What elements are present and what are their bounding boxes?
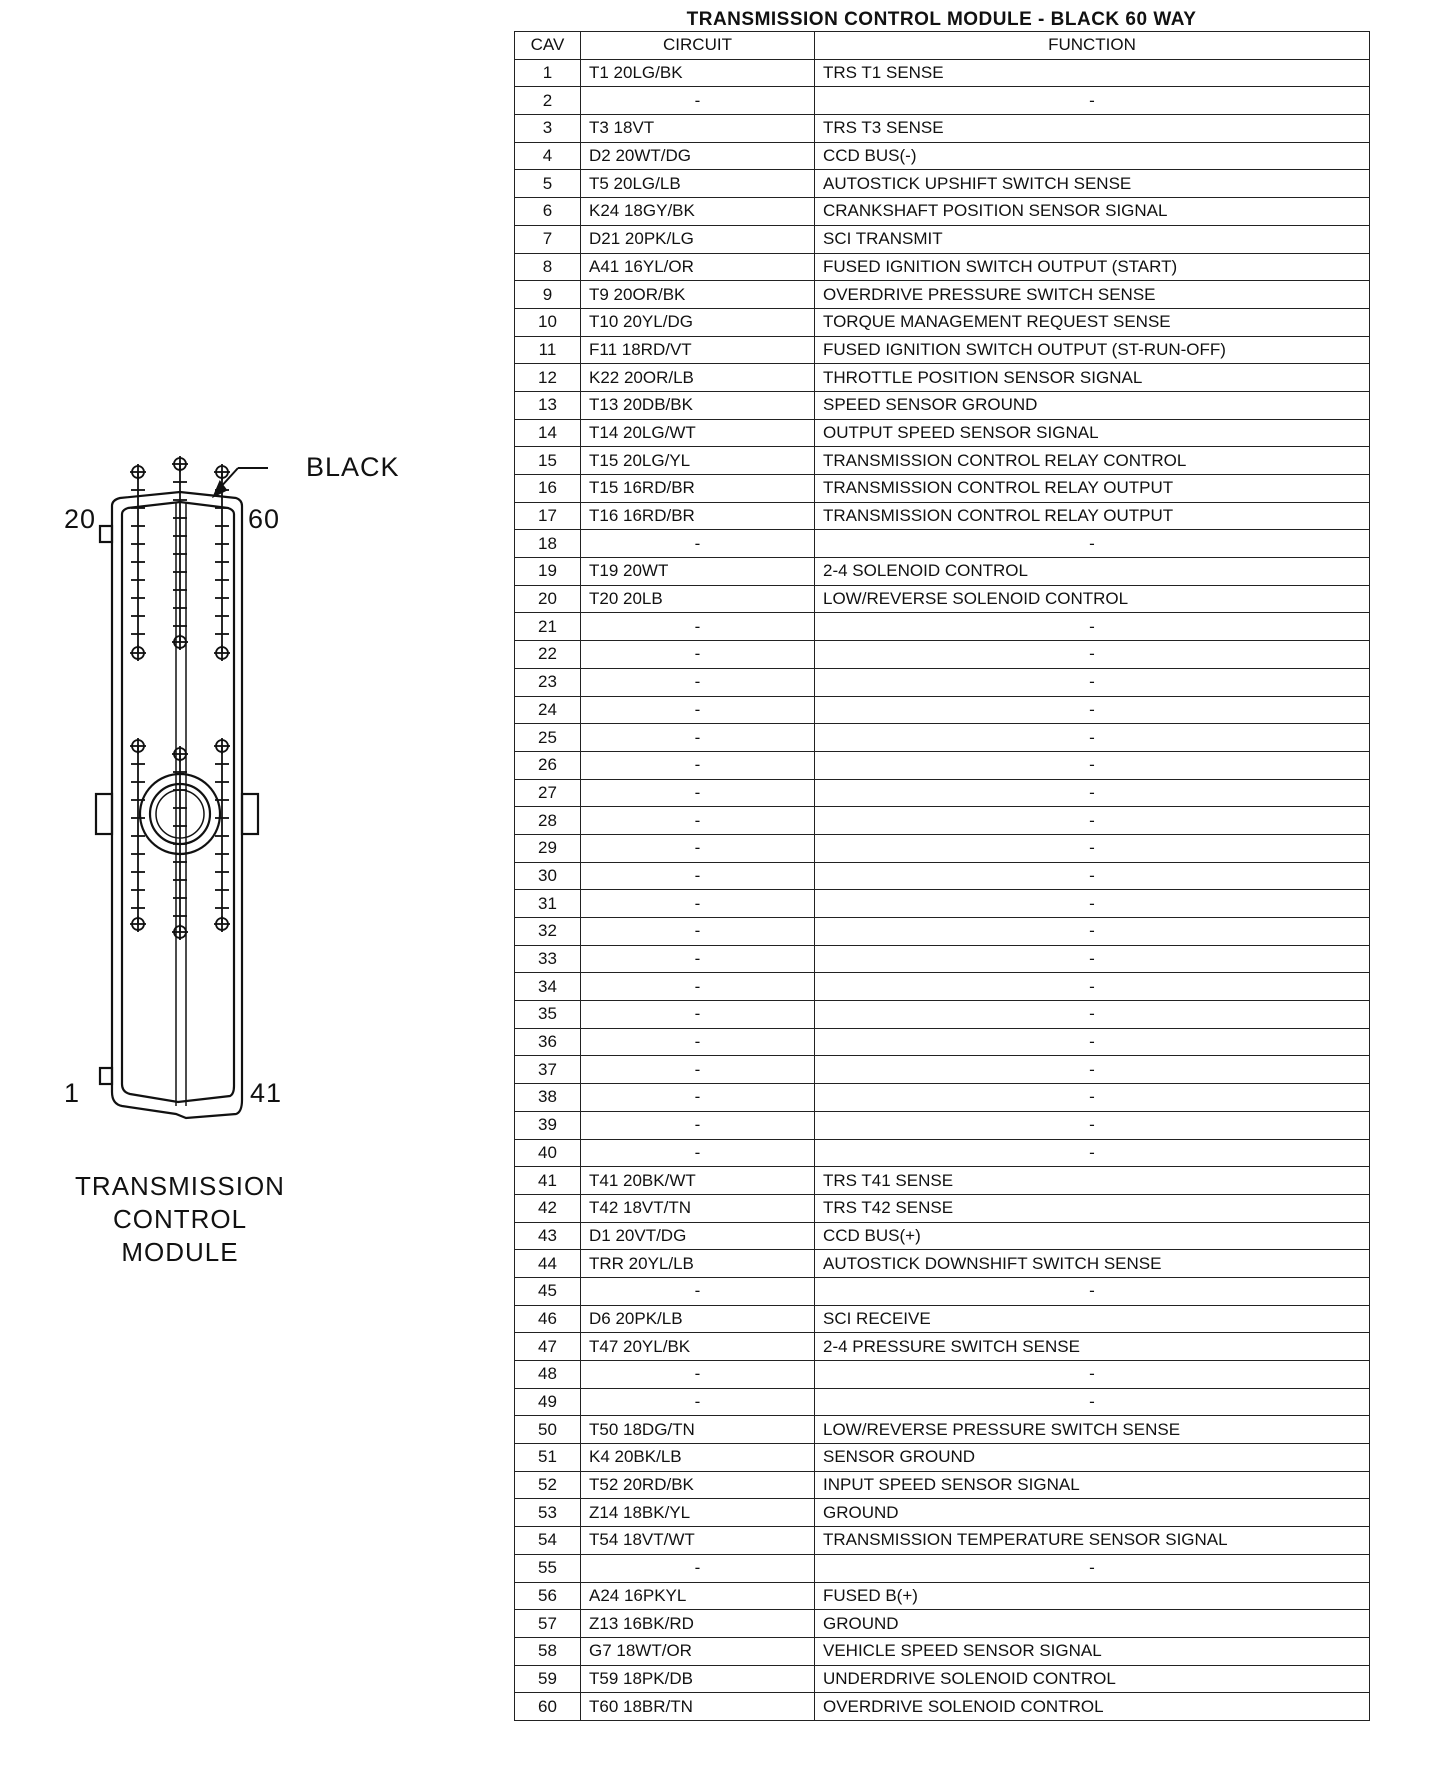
circuit-cell: - (581, 751, 815, 779)
table-row (515, 973, 1370, 1001)
cav-cell: 3 (515, 115, 581, 143)
circuit-cell: - (581, 87, 815, 115)
table-row (515, 59, 1370, 87)
cav-cell: 23 (515, 668, 581, 696)
table-row (515, 364, 1370, 392)
cav-cell: 14 (515, 419, 581, 447)
cav-cell: 19 (515, 558, 581, 586)
cav-cell: 33 (515, 945, 581, 973)
function-cell: - (815, 1001, 1370, 1029)
function-cell: - (815, 530, 1370, 558)
function-cell: 2-4 PRESSURE SWITCH SENSE (815, 1333, 1370, 1361)
circuit-cell: D1 20VT/DG (581, 1222, 815, 1250)
function-cell: - (815, 668, 1370, 696)
function-cell: SCI RECEIVE (815, 1305, 1370, 1333)
function-cell: - (815, 1361, 1370, 1389)
table-row (515, 1167, 1370, 1195)
table-row (515, 1305, 1370, 1333)
circuit-cell: T54 18VT/WT (581, 1527, 815, 1555)
cav-cell: 45 (515, 1277, 581, 1305)
function-cell: - (815, 724, 1370, 752)
circuit-cell: - (581, 1001, 815, 1029)
circuit-cell: - (581, 1139, 815, 1167)
circuit-cell: T47 20YL/BK (581, 1333, 815, 1361)
table-row (515, 1416, 1370, 1444)
cav-cell: 12 (515, 364, 581, 392)
circuit-cell: - (581, 1277, 815, 1305)
cav-cell: 6 (515, 198, 581, 226)
table-row (515, 751, 1370, 779)
cav-cell: 60 (515, 1693, 581, 1721)
function-cell: INPUT SPEED SENSOR SIGNAL (815, 1471, 1370, 1499)
cav-cell: 4 (515, 142, 581, 170)
circuit-cell: - (581, 668, 815, 696)
cav-cell: 57 (515, 1610, 581, 1638)
function-cell: - (815, 1388, 1370, 1416)
circuit-cell: T52 20RD/BK (581, 1471, 815, 1499)
table-row (515, 862, 1370, 890)
table-row (515, 1028, 1370, 1056)
cav-cell: 26 (515, 751, 581, 779)
table-row (515, 1554, 1370, 1582)
function-cell: - (815, 890, 1370, 918)
module-label-line-1: TRANSMISSION (75, 1171, 285, 1201)
table-row (515, 1111, 1370, 1139)
table-header-row (515, 32, 1370, 60)
cav-cell: 53 (515, 1499, 581, 1527)
pinout-table (514, 31, 1370, 1721)
circuit-cell: T5 20LG/LB (581, 170, 815, 198)
circuit-cell: - (581, 779, 815, 807)
circuit-cell: T50 18DG/TN (581, 1416, 815, 1444)
table-row (515, 668, 1370, 696)
circuit-cell: T16 16RD/BR (581, 502, 815, 530)
table-row (515, 1582, 1370, 1610)
function-cell: UNDERDRIVE SOLENOID CONTROL (815, 1665, 1370, 1693)
cav-cell: 5 (515, 170, 581, 198)
circuit-cell: T19 20WT (581, 558, 815, 586)
cav-cell: 43 (515, 1222, 581, 1250)
function-cell: THROTTLE POSITION SENSOR SIGNAL (815, 364, 1370, 392)
cav-cell: 36 (515, 1028, 581, 1056)
cav-cell: 34 (515, 973, 581, 1001)
table-row (515, 696, 1370, 724)
circuit-cell: - (581, 834, 815, 862)
cav-cell: 25 (515, 724, 581, 752)
circuit-cell: - (581, 890, 815, 918)
function-cell: - (815, 1139, 1370, 1167)
cav-cell: 41 (515, 1167, 581, 1195)
function-cell: FUSED B(+) (815, 1582, 1370, 1610)
table-row (515, 1277, 1370, 1305)
circuit-cell: - (581, 1084, 815, 1112)
cav-cell: 1 (515, 59, 581, 87)
cav-cell: 50 (515, 1416, 581, 1444)
cav-cell: 2 (515, 87, 581, 115)
table-row (515, 253, 1370, 281)
circuit-cell: A24 16PKYL (581, 1582, 815, 1610)
table-row (515, 142, 1370, 170)
cav-cell: 58 (515, 1637, 581, 1665)
table-row (515, 558, 1370, 586)
circuit-cell: K4 20BK/LB (581, 1444, 815, 1472)
circuit-cell: T9 20OR/BK (581, 281, 815, 309)
cav-cell: 20 (515, 585, 581, 613)
table-row (515, 1499, 1370, 1527)
table-row (515, 779, 1370, 807)
circuit-cell: - (581, 613, 815, 641)
pin-label-1: 1 (64, 1078, 81, 1108)
function-cell: CCD BUS(+) (815, 1222, 1370, 1250)
table-row (515, 170, 1370, 198)
function-cell: CRANKSHAFT POSITION SENSOR SIGNAL (815, 198, 1370, 226)
circuit-cell: - (581, 696, 815, 724)
function-cell: TORQUE MANAGEMENT REQUEST SENSE (815, 308, 1370, 336)
function-cell: TRS T42 SENSE (815, 1194, 1370, 1222)
table-row (515, 1250, 1370, 1278)
table-row (515, 502, 1370, 530)
function-cell: FUSED IGNITION SWITCH OUTPUT (ST-RUN-OFF) (815, 336, 1370, 364)
function-cell: GROUND (815, 1499, 1370, 1527)
table-row (515, 391, 1370, 419)
function-cell: OUTPUT SPEED SENSOR SIGNAL (815, 419, 1370, 447)
table-row (515, 585, 1370, 613)
function-cell: TRANSMISSION TEMPERATURE SENSOR SIGNAL (815, 1527, 1370, 1555)
function-cell: OVERDRIVE PRESSURE SWITCH SENSE (815, 281, 1370, 309)
header-function: FUNCTION (815, 32, 1370, 60)
pin-label-41: 41 (250, 1078, 283, 1108)
module-label-line-2: CONTROL (112, 1204, 248, 1234)
circuit-cell: K24 18GY/BK (581, 198, 815, 226)
circuit-cell: - (581, 1361, 815, 1389)
function-cell: - (815, 807, 1370, 835)
table-row (515, 281, 1370, 309)
circuit-cell: - (581, 1056, 815, 1084)
table-row (515, 945, 1370, 973)
cav-cell: 39 (515, 1111, 581, 1139)
table-row (515, 1333, 1370, 1361)
table-row (515, 1001, 1370, 1029)
circuit-cell: Z14 18BK/YL (581, 1499, 815, 1527)
circuit-cell: K22 20OR/LB (581, 364, 815, 392)
function-cell: VEHICLE SPEED SENSOR SIGNAL (815, 1637, 1370, 1665)
circuit-cell: - (581, 807, 815, 835)
function-cell: - (815, 834, 1370, 862)
circuit-cell: - (581, 1388, 815, 1416)
circuit-cell: T14 20LG/WT (581, 419, 815, 447)
function-cell: - (815, 613, 1370, 641)
cav-cell: 44 (515, 1250, 581, 1278)
function-cell: OVERDRIVE SOLENOID CONTROL (815, 1693, 1370, 1721)
function-cell: - (815, 1028, 1370, 1056)
table-row (515, 1665, 1370, 1693)
table-row (515, 834, 1370, 862)
circuit-cell: T15 16RD/BR (581, 475, 815, 503)
function-cell: - (815, 1084, 1370, 1112)
table-row (515, 613, 1370, 641)
cav-cell: 9 (515, 281, 581, 309)
circuit-cell: T13 20DB/BK (581, 391, 815, 419)
cav-cell: 51 (515, 1444, 581, 1472)
circuit-cell: T41 20BK/WT (581, 1167, 815, 1195)
circuit-cell: D6 20PK/LB (581, 1305, 815, 1333)
function-cell: TRANSMISSION CONTROL RELAY OUTPUT (815, 475, 1370, 503)
circuit-cell: T20 20LB (581, 585, 815, 613)
circuit-cell: - (581, 641, 815, 669)
circuit-cell: D2 20WT/DG (581, 142, 815, 170)
circuit-cell: - (581, 530, 815, 558)
pinout-table-body (515, 59, 1370, 1720)
table-row (515, 890, 1370, 918)
table-row (515, 447, 1370, 475)
circuit-cell: - (581, 918, 815, 946)
cav-cell: 37 (515, 1056, 581, 1084)
table-row (515, 1084, 1370, 1112)
cav-cell: 46 (515, 1305, 581, 1333)
function-cell: - (815, 1277, 1370, 1305)
table-row (515, 1444, 1370, 1472)
function-cell: SCI TRANSMIT (815, 225, 1370, 253)
cav-cell: 55 (515, 1554, 581, 1582)
table-title: TRANSMISSION CONTROL MODULE - BLACK 60 WAY (686, 9, 1197, 30)
table-row (515, 1610, 1370, 1638)
cav-cell: 54 (515, 1527, 581, 1555)
cav-cell: 32 (515, 918, 581, 946)
cav-cell: 8 (515, 253, 581, 281)
cav-cell: 48 (515, 1361, 581, 1389)
function-cell: - (815, 779, 1370, 807)
function-cell: TRANSMISSION CONTROL RELAY OUTPUT (815, 502, 1370, 530)
cav-cell: 47 (515, 1333, 581, 1361)
cav-cell: 21 (515, 613, 581, 641)
cav-cell: 16 (515, 475, 581, 503)
table-row (515, 1637, 1370, 1665)
cav-cell: 24 (515, 696, 581, 724)
table-row (515, 1139, 1370, 1167)
table-row (515, 1471, 1370, 1499)
connector-color-label: BLACK (306, 452, 400, 482)
table-row (515, 1693, 1370, 1721)
circuit-cell: T1 20LG/BK (581, 59, 815, 87)
cav-cell: 40 (515, 1139, 581, 1167)
connector-drawing (60, 440, 420, 1140)
function-cell: AUTOSTICK DOWNSHIFT SWITCH SENSE (815, 1250, 1370, 1278)
table-row (515, 419, 1370, 447)
circuit-cell: - (581, 973, 815, 1001)
cav-cell: 10 (515, 308, 581, 336)
cav-cell: 59 (515, 1665, 581, 1693)
table-row (515, 1527, 1370, 1555)
cav-cell: 49 (515, 1388, 581, 1416)
table-row (515, 336, 1370, 364)
table-row (515, 530, 1370, 558)
cav-cell: 18 (515, 530, 581, 558)
table-row (515, 1222, 1370, 1250)
function-cell: GROUND (815, 1610, 1370, 1638)
function-cell: TRS T1 SENSE (815, 59, 1370, 87)
function-cell: 2-4 SOLENOID CONTROL (815, 558, 1370, 586)
circuit-cell: T3 18VT (581, 115, 815, 143)
circuit-cell: G7 18WT/OR (581, 1637, 815, 1665)
function-cell: LOW/REVERSE SOLENOID CONTROL (815, 585, 1370, 613)
table-row (515, 1388, 1370, 1416)
cav-cell: 15 (515, 447, 581, 475)
cav-cell: 11 (515, 336, 581, 364)
table-row (515, 87, 1370, 115)
table-row (515, 308, 1370, 336)
function-cell: TRANSMISSION CONTROL RELAY CONTROL (815, 447, 1370, 475)
table-row (515, 641, 1370, 669)
table-row (515, 115, 1370, 143)
table-row (515, 475, 1370, 503)
circuit-cell: T59 18PK/DB (581, 1665, 815, 1693)
function-cell: AUTOSTICK UPSHIFT SWITCH SENSE (815, 170, 1370, 198)
cav-cell: 29 (515, 834, 581, 862)
table-row (515, 1056, 1370, 1084)
function-cell: SPEED SENSOR GROUND (815, 391, 1370, 419)
module-label-line-3: MODULE (121, 1237, 239, 1267)
circuit-cell: T42 18VT/TN (581, 1194, 815, 1222)
pin-label-20: 20 (64, 504, 97, 534)
function-cell: - (815, 1554, 1370, 1582)
circuit-cell: T60 18BR/TN (581, 1693, 815, 1721)
circuit-cell: D21 20PK/LG (581, 225, 815, 253)
circuit-cell: F11 18RD/VT (581, 336, 815, 364)
function-cell: TRS T3 SENSE (815, 115, 1370, 143)
function-cell: - (815, 918, 1370, 946)
cav-cell: 13 (515, 391, 581, 419)
circuit-cell: Z13 16BK/RD (581, 1610, 815, 1638)
function-cell: FUSED IGNITION SWITCH OUTPUT (START) (815, 253, 1370, 281)
cav-cell: 30 (515, 862, 581, 890)
cav-cell: 42 (515, 1194, 581, 1222)
cav-cell: 17 (515, 502, 581, 530)
cav-cell: 27 (515, 779, 581, 807)
circuit-cell: A41 16YL/OR (581, 253, 815, 281)
cav-cell: 35 (515, 1001, 581, 1029)
circuit-cell: - (581, 1028, 815, 1056)
table-row (515, 807, 1370, 835)
function-cell: LOW/REVERSE PRESSURE SWITCH SENSE (815, 1416, 1370, 1444)
circuit-cell: TRR 20YL/LB (581, 1250, 815, 1278)
table-row (515, 198, 1370, 226)
circuit-cell: - (581, 724, 815, 752)
function-cell: - (815, 696, 1370, 724)
function-cell: - (815, 973, 1370, 1001)
module-label (60, 1170, 300, 1269)
pinout-table-wrapper (514, 8, 1369, 1721)
connector-diagram (60, 440, 420, 1140)
cav-cell: 31 (515, 890, 581, 918)
cav-cell: 28 (515, 807, 581, 835)
function-cell: - (815, 1056, 1370, 1084)
pin-label-60: 60 (248, 504, 281, 534)
table-row (515, 918, 1370, 946)
header-cav: CAV (515, 32, 581, 60)
function-cell: CCD BUS(-) (815, 142, 1370, 170)
circuit-cell: - (581, 862, 815, 890)
table-row (515, 225, 1370, 253)
function-cell: - (815, 87, 1370, 115)
circuit-cell: - (581, 1111, 815, 1139)
table-row (515, 1194, 1370, 1222)
circuit-cell: T15 20LG/YL (581, 447, 815, 475)
function-cell: SENSOR GROUND (815, 1444, 1370, 1472)
cav-cell: 22 (515, 641, 581, 669)
function-cell: - (815, 945, 1370, 973)
cav-cell: 52 (515, 1471, 581, 1499)
table-row (515, 724, 1370, 752)
function-cell: - (815, 641, 1370, 669)
function-cell: - (815, 1111, 1370, 1139)
table-row (515, 1361, 1370, 1389)
function-cell: - (815, 751, 1370, 779)
circuit-cell: - (581, 1554, 815, 1582)
function-cell: TRS T41 SENSE (815, 1167, 1370, 1195)
function-cell: - (815, 862, 1370, 890)
circuit-cell: T10 20YL/DG (581, 308, 815, 336)
cav-cell: 38 (515, 1084, 581, 1112)
cav-cell: 56 (515, 1582, 581, 1610)
circuit-cell: - (581, 945, 815, 973)
cav-cell: 7 (515, 225, 581, 253)
header-circuit: CIRCUIT (581, 32, 815, 60)
